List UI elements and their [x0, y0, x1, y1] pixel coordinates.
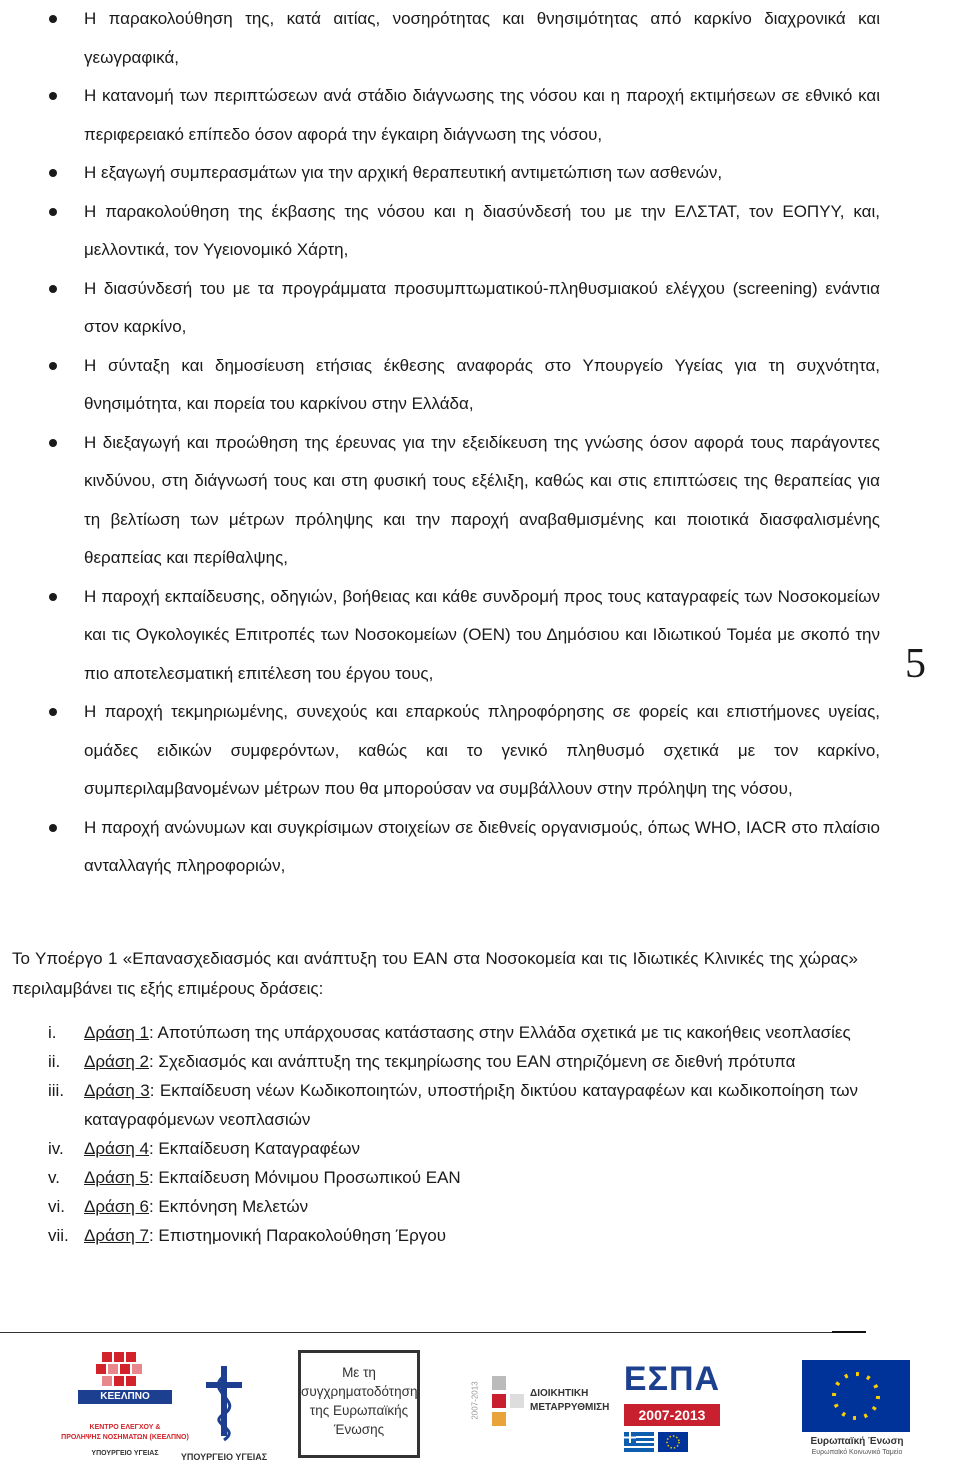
eu-flag-icon [802, 1360, 910, 1432]
keelpno-logo [60, 1350, 190, 1468]
eu-box-line4: Ένωσης [333, 1422, 385, 1437]
action-text: : Επιστημονική Παρακολούθηση Έργου [148, 1226, 446, 1245]
eu-fund-label: Ευρωπαϊκό Κοινωνικό Ταμείο [811, 1449, 903, 1456]
bullet-dot [49, 208, 57, 216]
action-item [0, 1047, 858, 1076]
espa-title: ΕΣΠΑ [623, 1360, 721, 1398]
page-number: 5 [905, 641, 926, 687]
action-text: : Εκπαίδευση Καταγραφέων [148, 1139, 361, 1158]
action-text: : Εκπαίδευση Μόνιμου Προσωπικού ΕΑΝ [148, 1168, 461, 1187]
eu-box-line3: της Ευρωπαϊκής [309, 1403, 409, 1418]
action-numeral: vii. [48, 1226, 69, 1245]
keelpno-line3: ΥΠΟΥΡΓΕΙΟ ΥΓΕΙΑΣ [91, 1450, 159, 1457]
action-label: Δράση 4 [84, 1139, 149, 1158]
intro-paragraph: Το Υποέργο 1 «Επανασχεδιασμός και ανάπτυξη του ΕΑΝ στα Νοσοκομεία και τις Ιδιωτικές Κλινικές της χώρας» περιλαμβάνει τις εξής επιμέρους δράσεις: [12, 949, 858, 998]
footer-divider-accent [832, 1331, 866, 1333]
action-item [0, 1076, 858, 1134]
action-label: Δράση 5 [84, 1168, 149, 1187]
action-item [0, 1134, 858, 1163]
action-text: : Εκπόνηση Μελετών [148, 1197, 309, 1216]
bullet-item: Η διεξαγωγή και προώθηση της έρευνας για την εξειδίκευση της γνώσης όσον αφορά τους παράγοντες κινδύνου, στη διάγνωσή τους και στη φυσική τους εξέλιξη, καθώς και στις επιπτώσεις της θεραπείας για τη βελτίωση των μέτρων πρόληψης και την παροχή αναβαθμισμένης και ποιοτικά διασφαλισμένης θεραπείας και περίθαλψης, [0, 424, 880, 578]
action-text: : Εκπαίδευση νέων Κωδικοποιητών, υποστήριξη δικτύου καταγραφέων και κωδικοποίηση των καταγραφόμενων νεοπλασιών [84, 1081, 859, 1129]
bullet-item: Η παροχή εκπαίδευσης, οδηγιών, βοήθειας και κάθε συνδρομή προς τους καταγραφείς των Νοσοκομείων και τις Ογκολογικές Επιτροπές των Νοσοκομείων (ΟΕΝ) του Δημόσιου και Ιδιωτικού Τομέα με σκοπό την πιο αποτελεσματική επιτέλεση του έργου τους, [0, 578, 880, 694]
bullet-item: Η παρακολούθηση της έκβασης της νόσου και η διασύνδεσή του με την ΕΛΣΤΑΤ, τον ΕΟΠΥΥ, και, μελλοντικά, τον Υγειονομικό Χάρτη, [0, 193, 880, 270]
bullet-item: Η παροχή ανώνυμων και συγκρίσιμων στοιχείων σε διεθνείς οργανισμούς, όπως WHO, IACR στο πλαίσιο ανταλλαγής πληροφοριών, [0, 809, 880, 886]
eu-cofinancing-box [298, 1350, 420, 1458]
bullet-dot [49, 362, 57, 370]
action-label: Δράση 1 [84, 1023, 149, 1042]
keelpno-line2: ΠΡΟΛΗΨΗΣ ΝΟΣΗΜΑΤΩΝ (ΚΕΕΛΠΝΟ) [61, 1434, 189, 1441]
bullet-dot [49, 285, 57, 293]
bullet-dot [49, 708, 57, 716]
footer-divider [0, 1332, 866, 1333]
eu-esf-logo [782, 1360, 932, 1456]
action-label: Δράση 3 [84, 1081, 150, 1100]
actions-list [0, 1018, 858, 1250]
bullet-dot [49, 593, 57, 601]
action-label: Δράση 6 [84, 1197, 149, 1216]
action-text: : Αποτύπωση της υπάρχουσας κατάστασης στην Ελλάδα σχετικά με τις κακοήθεις νεοπλασίες [148, 1023, 851, 1042]
admin-reform-line1: ΔΙΟΙΚΗΤΙΚΗ [530, 1388, 589, 1399]
bullet-item: Η κατανομή των περιπτώσεων ανά στάδιο διάγνωσης της νόσου και η παροχή εκτιμήσεων σε εθνικό και περιφερειακό επίπεδο όσον αφορά την έγκαιρη διάγνωση της νόσου, [0, 77, 880, 154]
action-numeral: iii. [48, 1081, 65, 1100]
action-label: Δράση 7 [84, 1226, 149, 1245]
bullet-dot [49, 169, 57, 177]
action-item [0, 1192, 858, 1221]
eu-union-label: Ευρωπαϊκή Ένωση [810, 1436, 904, 1447]
action-text: : Σχεδιασμός και ανάπτυξη της τεκμηρίωσης του ΕΑΝ στηριζόμενη σε διεθνή πρότυπα [148, 1052, 796, 1071]
bullet-dot [49, 824, 57, 832]
action-label: Δράση 2 [84, 1052, 149, 1071]
bullet-dot [49, 439, 57, 447]
admin-reform-emblem-icon [490, 1370, 530, 1440]
bullet-item: Η παρακολούθηση της, κατά αιτίας, νοσηρότητας και θνησιμότητας από καρκίνο διαχρονικά και γεωγραφικά, [0, 0, 880, 77]
bullet-item: Η σύνταξη και δημοσίευση ετήσιας έκθεσης αναφοράς στο Υπουργείο Υγείας για τη συχνότητα, θνησιμότητα, και πορεία του καρκίνου στην Ελλάδα, [0, 347, 880, 424]
action-item [0, 1018, 858, 1047]
caduceus-icon [184, 1356, 264, 1446]
bullet-dot [49, 92, 57, 100]
greek-flag-icon [624, 1432, 654, 1452]
admin-reform-years: 2007-2013 [470, 1381, 480, 1420]
bullet-item: Η εξαγωγή συμπερασμάτων για την αρχική θεραπευτική αντιμετώπιση των ασθενών, [0, 154, 880, 193]
espa-logo [618, 1358, 724, 1454]
admin-reform-logo [468, 1366, 608, 1446]
eu-box-line1: Με τη [342, 1365, 376, 1380]
admin-reform-line2: ΜΕΤΑΡΡΥΘΜΙΣΗ [530, 1402, 610, 1413]
bullet-item: Η παροχή τεκμηριωμένης, συνεχούς και επαρκούς πληροφόρησης σε φορείς και επιστήμονες υγείας, ομάδες ειδικών συμφερόντων, καθώς και το γενικό πληθυσμό σχετικά με τον καρκίνο, συμπεριλαμβανομένων μέτρων που θα μπορούσαν να συμβάλλουν στην πρόληψη της νόσου, [0, 693, 880, 809]
action-numeral: iv. [48, 1139, 64, 1158]
bullet-dot [49, 15, 57, 23]
footer-logos [0, 1340, 960, 1471]
action-item [0, 1221, 858, 1250]
ministry-health-logo [180, 1356, 268, 1468]
action-numeral: i. [48, 1023, 57, 1042]
espa-years: 2007-2013 [624, 1404, 720, 1426]
keelpno-name: ΚΕΕΛΠΝΟ [100, 1391, 150, 1402]
keelpno-line1: ΚΕΝΤΡΟ ΕΛΕΓΧΟΥ & [89, 1424, 161, 1431]
bullet-item: Η διασύνδεσή του με τα προγράμματα προσυμπτωματικού-πληθυσμιακού ελέγχου (screening) ενάντια στον καρκίνο, [0, 270, 880, 347]
action-item [0, 1163, 858, 1192]
eu-flag-small-icon [658, 1432, 688, 1452]
action-numeral: v. [48, 1168, 60, 1187]
ministry-name: ΥΠΟΥΡΓΕΙΟ ΥΓΕΙΑΣ [180, 1452, 268, 1462]
action-numeral: vi. [48, 1197, 65, 1216]
action-numeral: ii. [48, 1052, 61, 1071]
eu-box-line2: συγχρηματοδότηση [301, 1384, 418, 1399]
